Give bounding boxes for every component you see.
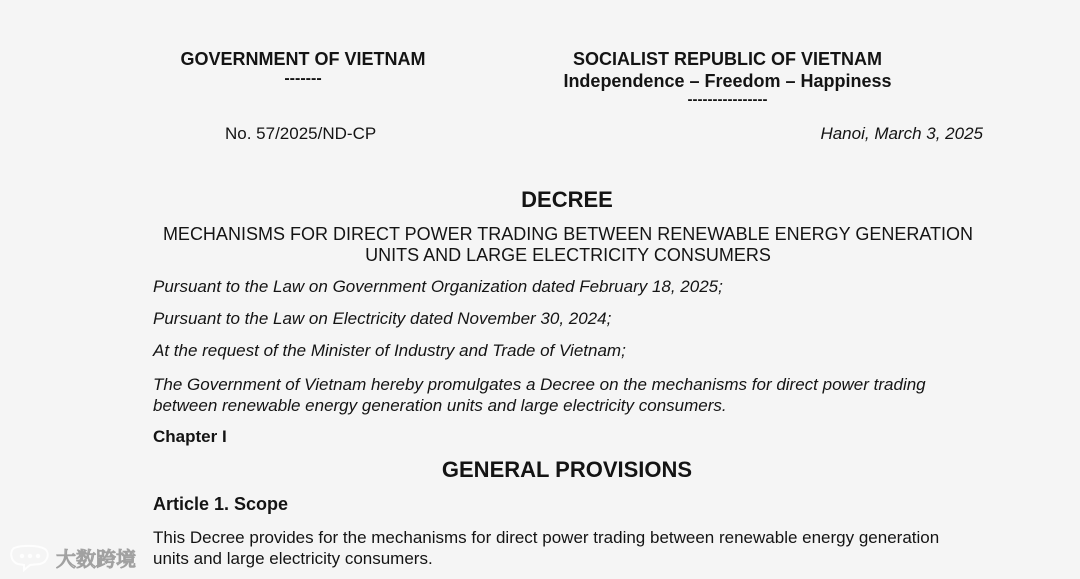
article-body: This Decree provides for the mechanisms for direct power trading between renewable energy generation units and large electricity consumers. [153, 528, 940, 568]
chapter-title: GENERAL PROVISIONS [441, 457, 693, 482]
decree-subtitle: MECHANISMS FOR DIRECT POWER TRADING BETWEEN RENEWABLE ENERGY GENERATION UNITS AND LARGE ELECTRICITY CONSUMERS [162, 224, 974, 265]
state-header [540, 50, 915, 107]
svg-text:大数跨境: 大数跨境 [56, 547, 136, 570]
state-separator: ---------------- [687, 91, 768, 108]
national-motto: Independence – Freedom – Happiness [563, 71, 892, 91]
speech-bubble-icon [8, 544, 50, 572]
issuer-header [178, 50, 428, 87]
preamble-request: At the request of the Minister of Industry and Trade of Vietnam; [153, 341, 626, 360]
article-heading: Article 1. Scope [153, 494, 289, 514]
issuer-separator: ------- [284, 70, 322, 87]
state-name: SOCIALIST REPUBLIC OF VIETNAM [572, 49, 882, 69]
watermark-text [56, 546, 142, 570]
preamble-pursuant-2: Pursuant to the Law on Electricity dated November 30, 2024; [153, 309, 612, 328]
place-date: Hanoi, March 3, 2025 [820, 124, 983, 143]
decree-title: DECREE [521, 187, 613, 212]
preamble-promulgation: The Government of Vietnam hereby promulgates a Decree on the mechanisms for direct power trading between renewable energy generation units and large electricity consumers. [153, 375, 926, 415]
watermark-logo [8, 542, 142, 574]
chapter-label: Chapter I [153, 427, 227, 446]
preamble-pursuant-1: Pursuant to the Law on Government Organization dated February 18, 2025; [153, 277, 723, 296]
document-number: No. 57/2025/ND-CP [225, 124, 377, 143]
issuer-name: GOVERNMENT OF VIETNAM [180, 49, 426, 69]
